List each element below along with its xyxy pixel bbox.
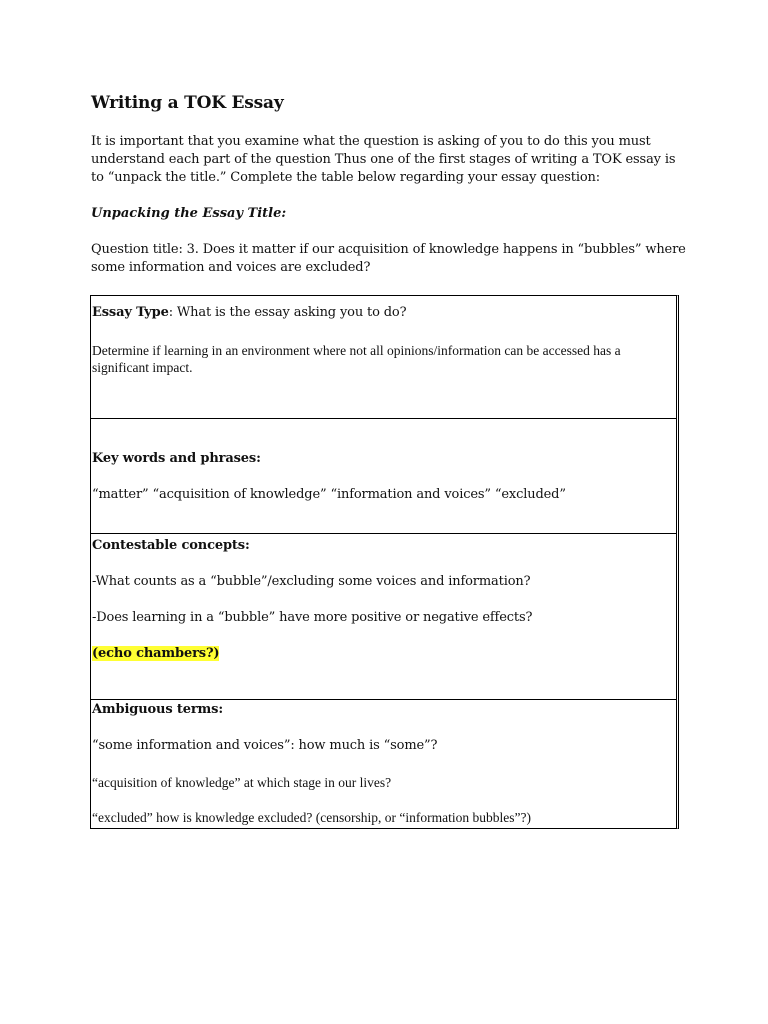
contestable-highlight-line	[92, 646, 219, 661]
essay-type-label: Essay Type	[92, 305, 169, 320]
ambiguous-label: Ambiguous terms:	[92, 702, 223, 717]
contestable-item-1: -What counts as a “bubble”/excluding some voices and information?	[92, 574, 531, 589]
essay-type-cell	[91, 296, 676, 419]
contestable-concepts-cell	[91, 534, 676, 700]
question-title: Question title: 3. Does it matter if our acquisition of knowledge happens in “bubbles” where some information and voices are excluded?	[91, 242, 686, 275]
key-words-cell	[91, 419, 676, 534]
ambiguous-item-1: “some information and voices”: how much is “some”?	[92, 738, 438, 753]
document-title: Writing a TOK Essay	[91, 93, 284, 113]
key-words-answer: “matter” “acquisition of knowledge” “information and voices” “excluded”	[92, 487, 566, 502]
ambiguous-terms-cell	[91, 700, 676, 828]
unpacking-table	[90, 295, 679, 829]
intro-paragraph: It is important that you examine what the question is asking of you to do this you must understand each part of the question Thus one of the first stages of writing a TOK essay is to “unpack the title.” Complete the table below regarding your essay question:	[91, 134, 676, 185]
contestable-item-2: -Does learning in a “bubble” have more positive or negative effects?	[92, 610, 533, 625]
essay-type-prompt: : What is the essay asking you to do?	[168, 305, 407, 320]
essay-type-heading	[92, 305, 406, 320]
contestable-label: Contestable concepts:	[92, 538, 250, 553]
key-words-label: Key words and phrases:	[92, 451, 261, 466]
echo-chambers-highlight: (echo chambers?)	[92, 646, 220, 661]
ambiguous-item-3: “excluded” how is knowledge excluded? (censorship, or “information bubbles”?)	[92, 810, 531, 825]
section-subheading: Unpacking the Essay Title:	[91, 206, 287, 221]
essay-type-answer: Determine if learning in an environment where not all opinions/information can be accessed has a significant impact.	[92, 343, 621, 375]
ambiguous-item-2: “acquisition of knowledge” at which stage in our lives?	[92, 775, 392, 790]
